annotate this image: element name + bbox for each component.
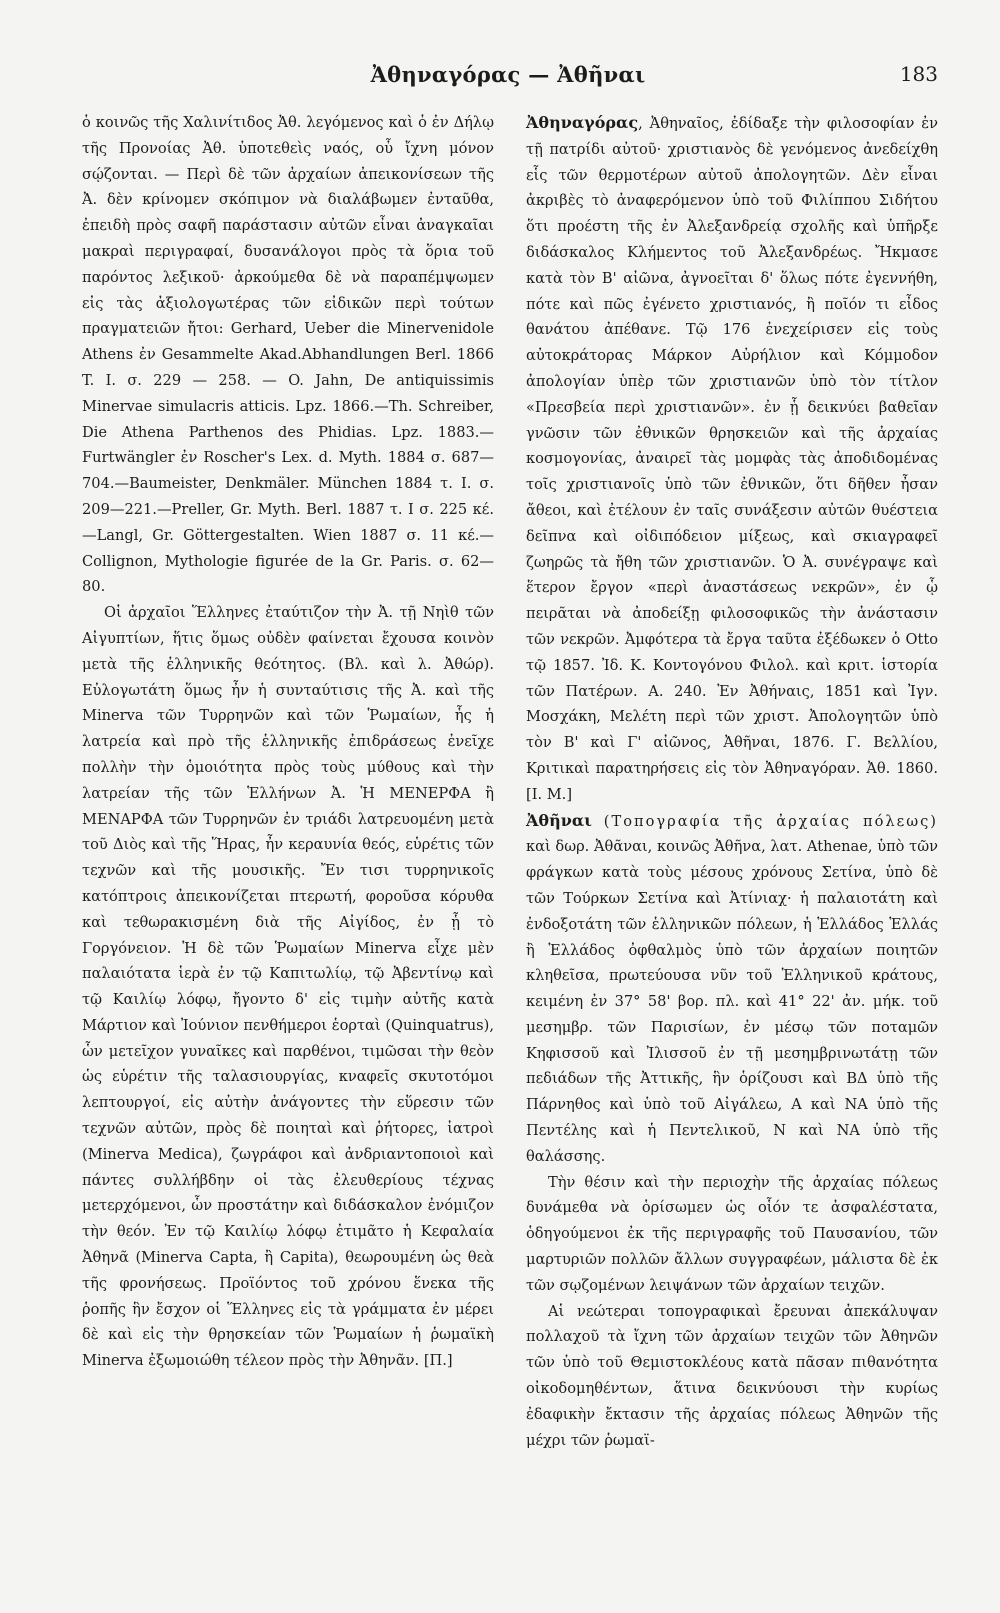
athenai-walls-paragraph: Αἱ νεώτεραι τοπογραφικαὶ ἔρευναι ἀπεκάλυψαν πολλαχοῦ τὰ ἴχνη τῶν ἀρχαίων τειχῶν τῶν Ἀθηνῶν τῶν ὑπὸ τοῦ Θεμιστοκλέους κατὰ πᾶσαν πιθανότητα οἰκοδομηθέντων, ἅτινα δεικνύουσι τὴν κυρίως ἐδαφικὴν ἔκτασιν τῆς ἀρχαίας πόλεως Ἀθηνῶν τῆς μέχρι τῶν ῥωμαϊ- bbox=[526, 1302, 938, 1449]
page-header bbox=[78, 58, 938, 98]
athenagoras-text: , Ἀθηναῖος, ἐδίδαξε τὴν φιλοσοφίαν ἐν τῇ πατρίδι αὐτοῦ· χριστιανὸς δὲ γενόμενος ἀνεδείχθη εἷς τῶν θερμοτέρων αὐτοῦ ἀπολογητῶν. Δὲν εἶναι ἀκριβὲς τὸ ἀναφερόμενον ὑπὸ τοῦ Φιλίππου Σιδήτου ὅτι προέστη τῆς ἐν Ἀλεξανδρείᾳ σχολῆς καὶ ὑπῆρξε διδάσκαλος Κλήμεντος τοῦ Ἀλεξανδρέως. Ἤκμασε κατὰ τὸν Β' αἰῶνα, ἀγνοεῖται δ' ὅλως πότε ἐγεννήθη, πότε καὶ πῶς ἐγένετο χριστιανός, ἢ ποῖόν τι εἶδος θανάτου ἀπέθανε. Τῷ 176 ἐνεχείρισεν εἰς τοὺς αὐτοκράτορας Μάρκον Αὐρήλιον καὶ Κόμμοδον ἀπολογίαν ὑπὲρ τῶν χριστιανῶν ὑπὸ τὸν τίτλον «Πρεσβεία περὶ χριστιανῶν». ἐν ᾗ δεικνύει βαθεῖαν γνῶσιν τῶν ἐθνικῶν θρησκειῶν καὶ τῆς ἀρχαίας κοσμογονίας, ἀναιρεῖ τὰς μομφὰς τὰς ἀποδιδομένας τοῖς χριστιανοῖς ὑπὸ τῶν ἐθνικῶν, ὅτι δῆθεν ἦσαν ἄθεοι, καὶ ἐτέλουν ἐν ταῖς συνάξεσιν αὐτῶν θυέστεια δεῖπνα καὶ οἰδιπόδειον μίξεως, καὶ σκιαγραφεῖ ζωηρῶς τὰ ἤθη τῶν χριστιανῶν. Ὁ Ἀ. συνέγραψε καὶ ἕτερον ἔργον «περὶ ἀναστάσεως νεκρῶν», ἐν ᾧ πειρᾶται νὰ ἀποδείξῃ φιλοσοφικῶς τὴν ἀνάστασιν τῶν νεκρῶν. Ἀμφότερα τὰ ἔργα ταῦτα ἐξέδωκεν ὁ Otto τῷ 1857. Ἰδ. Κ. Κοντογόνου Φιλολ. καὶ κριτ. ἱστορία τῶν Πατέρων. Α. 240. Ἐν Ἀθήναις, 1851 καὶ Ἰγν. Μοσχάκη, Μελέτη περὶ τῶν χριστ. Ἀπολογητῶν ὑπὸ τὸν Β' καὶ Γ' αἰῶνος, Ἀθῆναι, 1876. Γ. Βελλίου, Κριτικαὶ παρατηρήσεις εἰς τὸν Ἀθηναγόραν. Ἀθ. 1860. [Ι. Μ.] bbox=[526, 115, 938, 803]
left-column bbox=[82, 110, 494, 1374]
page-number: 183 bbox=[899, 62, 938, 86]
athena-bibliography-paragraph: ὁ κοινῶς τῆς Χαλινίτιδος Ἀθ. λεγόμενος καὶ ὁ ἐν Δήλῳ τῆς Προνοίας Ἀθ. ὑποτεθεὶς ναός, οὗ ἴχνη μόνον σῴζονται. — Περὶ δὲ τῶν ἀρχαίων ἀπεικονίσεων τῆς Ἀ. δὲν κρίνομεν σκόπιμον νὰ διαλάβωμεν ἐνταῦθα, ἐπειδὴ πρὸς σαφῆ παράστασιν αὐτῶν εἶναι ἀναγκαῖαι μακραὶ περιγραφαί, δυσανάλογοι πρὸς τὰ ὅρια τοῦ παρόντος λεξικοῦ· ἀρκούμεθα δὲ νὰ παραπέμψωμεν εἰς τὰς ἀξιολογωτέρας τῶν εἰδικῶν περὶ τούτων πραγματειῶν ἤτοι: Gerhard, Ueber die Minervenidole Athens ἐν Gesammelte Akad.Abhandlungen Berl. 1866 T. I. σ. 229 — 258. — O. Jahn, De antiquissimis Minervae simulacris atticis. Lpz. 1866.—Th. Schreiber, Die Athena Parthenos des Phidias. Lpz. 1883.—Furtwängler ἐν Roscher's Lex. d. Myth. 1884 σ. 687—704.—Baumeister, Denkmäler. München 1884 τ. I. σ. 209—221.—Preller, Gr. Myth. Berl. 1887 τ. I σ. 225 κέ.—Langl, Gr. Göttergestalten. Wien 1887 σ. 11 κέ.—Collignon, Mythologie figurée de la Gr. Paris. σ. 62—80. bbox=[82, 114, 494, 596]
athenai-entry bbox=[526, 808, 938, 1170]
athenagoras-entry bbox=[526, 110, 938, 808]
athenai-text: καὶ δωρ. Ἀθᾶναι, κοινῶς Ἀθῆνα, λατ. Athenae, ὑπὸ τῶν φράγκων κατὰ τοὺς μέσους χρόνους Σετίνα, ὑπὸ δὲ τῶν Τούρκων Σετίνα καὶ Ἀτίνιαχ· ἡ παλαιοτάτη καὶ ἐνδοξοτάτη τῶν ἑλληνικῶν πόλεων, ἡ Ἑλλάδος Ἑλλάς ἢ Ἑλλάδος ὀφθαλμὸς ὑπὸ τῶν ἀρχαίων ποιητῶν κληθεῖσα, πρωτεύουσα νῦν τοῦ Ἑλληνικοῦ κράτους, κειμένη ἐν 37° 58' βορ. πλ. καὶ 41° 22' ἀν. μήκ. τοῦ μεσημβρ. τῶν Παρισίων, ἐν μέσῳ τῶν ποταμῶν Κηφισσοῦ καὶ Ἰλισσοῦ ἐν τῇ μεσημβρινωτάτῃ τῶν πεδιάδων τῆς Ἀττικῆς, ἣν ὁρίζουσι καὶ ΒΔ ὑπὸ τῆς Πάρνηθος καὶ ὑπὸ τοῦ Αἰγάλεω, Α καὶ ΝΑ ὑπὸ τῆς Πεντέλης καὶ ἡ Πεντελικοῦ, Ν καὶ ΝΑ ὑπὸ τῆς θαλάσσης. bbox=[526, 838, 938, 1165]
athena-minerva-paragraph: Οἱ ἀρχαῖοι Ἕλληνες ἐταύτιζον τὴν Ἀ. τῇ Νηὶθ τῶν Αἰγυπτίων, ἥτις ὅμως οὐδὲν φαίνεται ἔχουσα κοινὸν μετὰ τῆς ἑλληνικῆς θεότητος. (Βλ. καὶ λ. Ἀθώρ). Εὐλογωτάτη ὅμως ἦν ἡ συνταύτισις τῆς Ἀ. καὶ τῆς Minerva τῶν Τυρρηνῶν καὶ τῶν Ῥωμαίων, ἧς ἡ λατρεία καὶ πρὸ τῆς ἑλληνικῆς ἐπιδράσεως ἐνεῖχε πολλὴν τὴν ὁμοιότητα πρὸς τοὺς μύθους καὶ τὴν λατρείαν τῆς τῶν Ἑλλήνων Ἀ. Ἡ ΜΕΝΕΡΦΑ ἢ ΜΕΝΑΡΦΑ τῶν Τυρρηνῶν ἐν τριάδι λατρευομένη μετὰ τοῦ Διὸς καὶ τῆς Ἥρας, ἦν κεραυνία θεός, εὑρέτις τῶν τεχνῶν καὶ τῆς μουσικῆς. Ἔν τισι τυρρηνικοῖς κατόπτροις ἀπεικονίζεται πτερωτή, φοροῦσα κόρυθα καὶ τεθωρακισμένη διὰ τῆς Αἰγίδος, ἐν ᾗ τὸ Γοργόνειον. Ἡ δὲ τῶν Ῥωμαίων Minerva εἶχε μὲν παλαιότατα ἱερὰ ἐν τῷ Καπιτωλίῳ, τῷ Ἀβεντίνῳ καὶ τῷ Καιλίῳ λόφῳ, ἤγοντο δ' εἰς τιμὴν αὐτῆς κατὰ Μάρτιον καὶ Ἰούνιον πενθήμεροι ἑορταὶ (Quinquatrus), ὧν μετεῖχον γυναῖκες καὶ παρθένοι, τιμῶσαι τὴν θεὸν ὡς εὑρέτιν τῆς ταλασιουργίας, κναφεῖς σκυτοτόμοι λεπτουργοί, εἰς αὐτὴν ἀνάγοντες τὴν εὕρεσιν τῶν τεχνῶν αὐτῶν, πρὸς δὲ ποιηταὶ καὶ ῥήτορες, ἰατροὶ (Minerva Medica), ζωγράφοι καὶ ἀνδριαντοποιοὶ καὶ πάντες συλλήβδην οἱ τὰς ἐλευθερίους τέχνας μετερχόμενοι, ὧν προστάτην καὶ διδάσκαλον ἐνόμιζον τὴν θεόν. Ἐν τῷ Καιλίῳ λόφῳ ἐτιμᾶτο ἡ Κεφαλαία Ἀθηνᾶ (Minerva Capta, ἢ Capita), θεωρουμένη ὡς θεὰ τῆς φρονήσεως. Προϊόντος τοῦ χρόνου ἕνεκα τῆς ῥοπῆς ἣν ἔσχον οἱ Ἕλληνες εἰς τὰ γράμματα ἐν μέρει δὲ καὶ εἰς τὴν θρησκείαν τῶν Ῥωμαίων ἡ ῥωμαϊκὴ Minerva ἐξωμοιώθη τέλεον πρὸς τὴν Ἀθηνᾶν. [Π.] bbox=[82, 604, 494, 1370]
entry-title-athenagoras: Ἀθηναγόρας bbox=[526, 113, 639, 132]
running-title: Ἀθηναγόρας — Ἀθῆναι bbox=[370, 62, 646, 87]
athenai-subtitle: (Τοπογραφία τῆς ἀρχαίας πόλεως) bbox=[591, 812, 938, 830]
athenai-site-paragraph: Τὴν θέσιν καὶ τὴν περιοχὴν τῆς ἀρχαίας πόλεως δυνάμεθα νὰ ὁρίσωμεν ὡς οἷόν τε ἀσφαλέστατα, ὁδηγούμενοι ἐκ τῆς περιγραφῆς τοῦ Παυσανίου, τῶν μαρτυριῶν πολλῶν ἄλλων συγγραφέων, μάλιστα δὲ ἐκ τῶν σῳζομένων λειψάνων τῶν ἀρχαίων τειχῶν. bbox=[526, 1173, 938, 1294]
right-column bbox=[526, 110, 938, 1453]
entry-title-athenai: Ἀθῆναι bbox=[526, 810, 592, 830]
